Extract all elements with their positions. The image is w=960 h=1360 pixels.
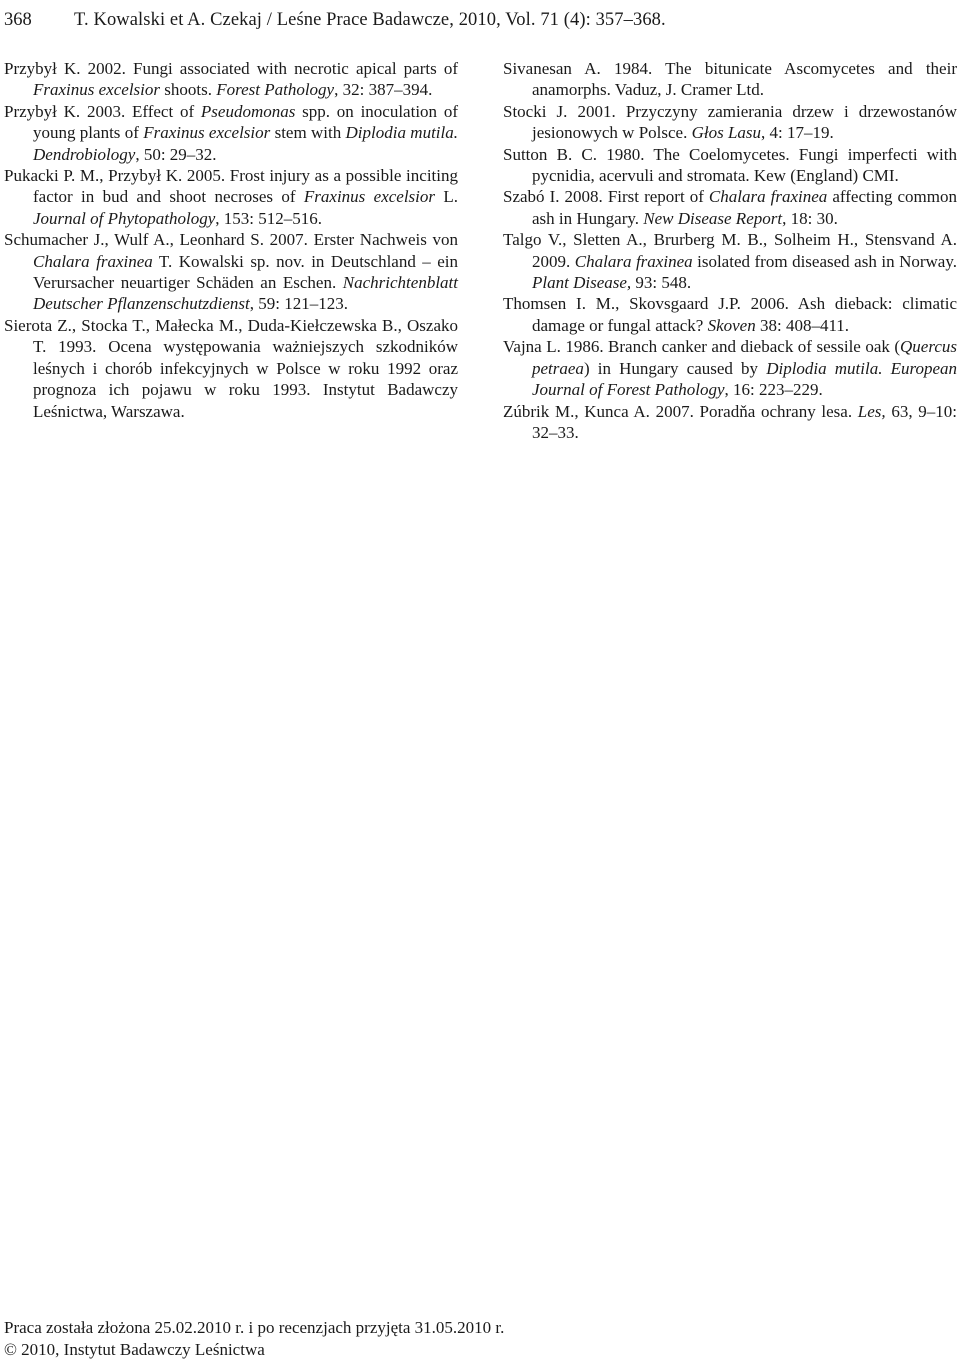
reference-italic-text: Forest Pathology: [216, 80, 335, 100]
reference-text: , 153: 512–516.: [215, 208, 322, 228]
reference-italic-text: Fraxinus excelsior: [143, 123, 271, 143]
running-title: T. Kowalski et A. Czekaj / Leśne Prace Badawcze, 2010, Vol. 71 (4): 357–368.: [74, 10, 666, 30]
reference-italic-text: Diplodia mutila. European Journal of Forest Pathology: [532, 358, 957, 400]
reference-entry: [4, 101, 458, 165]
reference-italic-text: Journal of Phytopathology: [33, 208, 216, 228]
reference-text: 38: 408–411.: [755, 315, 850, 335]
running-header: [4, 0, 956, 40]
page-number: 368: [4, 10, 32, 30]
reference-text: , 18: 30.: [782, 208, 838, 228]
reference-text: ) in Hungary caused by: [583, 358, 767, 378]
reference-text: , 16: 223–229.: [724, 380, 823, 400]
reference-text: , 4: 17–19.: [761, 123, 834, 143]
reference-italic-text: Fraxinus excelsior: [33, 80, 160, 100]
references-right-column: [503, 58, 957, 443]
reference-text: T. Kowalski sp. nov. in Deutschland – ein Verursacher neuartiger Schäden an Eschen.: [33, 251, 458, 293]
reference-text: 93: 548.: [631, 273, 692, 293]
reference-entry: [503, 293, 957, 336]
reference-entry: [4, 165, 458, 229]
reference-italic-text: Quercus petraea: [532, 337, 957, 378]
reference-text: Sivanesan A. 1984. The bitunicate Ascomycetes and their anamorphs. Vaduz, J. Cramer Ltd.: [503, 59, 957, 100]
reference-entry: [503, 58, 957, 101]
reference-text: Szabó I. 2008. First report of: [503, 187, 709, 207]
reference-text: spp. on inoculation of young plants of: [33, 101, 458, 143]
reference-entry: [4, 229, 458, 315]
reference-text: Vajna L. 1986. Branch canker and dieback of sessile oak (: [503, 337, 901, 357]
reference-text: , 59: 121–123.: [249, 294, 348, 314]
reference-text: 63, 9–10: 32–33.: [532, 401, 957, 442]
reference-text: L.: [435, 187, 459, 207]
reference-text: Talgo V., Sletten A., Brurberg M. B., Solheim H., Stensvand A. 2009.: [503, 230, 957, 271]
submission-note: Praca została złożona 25.02.2010 r. i po recenzjach przyjęta 31.05.2010 r.: [4, 1318, 505, 1337]
reference-italic-text: Fraxinus excelsior: [303, 187, 436, 207]
reference-entry: [503, 401, 957, 444]
reference-text: Zúbrik M., Kunca A. 2007. Poradňa ochrany lesa.: [503, 401, 858, 421]
reference-entry: [4, 58, 458, 101]
reference-text: , 32: 387–394.: [334, 80, 433, 100]
reference-italic-text: Chalara fraxinea: [33, 251, 153, 271]
reference-text: affecting common ash in Hungary.: [532, 187, 957, 228]
reference-entry: [503, 144, 957, 187]
reference-italic-text: Pseudomonas: [200, 101, 296, 121]
reference-italic-text: Skoven: [707, 315, 756, 335]
copyright-note: © 2010, Instytut Badawczy Leśnictwa: [4, 1339, 265, 1359]
reference-text: Stocki J. 2001. Przyczyny zamierania drzew i drzewostanów jesionowych w Polsce.: [503, 101, 957, 143]
reference-entry: [503, 186, 957, 229]
page-footer: [4, 1317, 904, 1360]
reference-text: Pukacki P. M., Przybył K. 2005. Frost injury as a possible inciting factor in bud and shoot necroses of: [4, 166, 458, 207]
reference-text: Przybył K. 2003. Effect of: [4, 101, 201, 121]
reference-text: Sierota Z., Stocka T., Małecka M., Duda-Kiełczewska B., Oszako T. 1993. Ocena występowania ważniejszych szkodników leśnych i chorób infekcyjnych w Polsce w roku 1992 oraz prognoza ich pojawu w roku 1993. Instytut Badawczy Leśnictwa, Warszawa.: [4, 315, 458, 421]
reference-text: Schumacher J., Wulf A., Leonhard S. 2007. Erster Nachweis von: [4, 230, 458, 250]
reference-italic-text: Chalara fraxinea: [574, 251, 693, 271]
reference-italic-text: Głos Lasu: [691, 123, 762, 143]
references-left-column: [4, 58, 458, 422]
reference-text: isolated from diseased ash in Norway.: [692, 251, 957, 271]
reference-text: Sutton B. C. 1980. The Coelomycetes. Fungi imperfecti with pycnidia, acervuli and stromata. Kew (England) CMI.: [503, 144, 957, 186]
reference-text: shoots.: [160, 80, 217, 100]
reference-text: Thomsen I. M., Skovsgaard J.P. 2006. Ash dieback: climatic damage or fungal attack?: [503, 294, 957, 335]
reference-text: Przybył K. 2002. Fungi associated with necrotic apical parts of: [4, 59, 458, 78]
reference-italic-text: Nachrichtenblatt Deutscher Pflanzenschutzdienst: [33, 273, 458, 314]
reference-italic-text: New Disease Report: [643, 208, 783, 228]
reference-text: stem with: [270, 123, 346, 143]
reference-entry: [503, 101, 957, 144]
reference-entry: [503, 229, 957, 293]
reference-italic-text: Chalara fraxinea: [708, 187, 828, 207]
reference-italic-text: Les,: [857, 401, 886, 421]
reference-italic-text: Plant Disease,: [532, 273, 632, 293]
reference-entry: [503, 336, 957, 400]
reference-italic-text: Diplodia mutila. Dendrobiology: [33, 123, 458, 164]
reference-text: , 50: 29–32.: [135, 144, 217, 164]
reference-entry: [4, 315, 458, 422]
